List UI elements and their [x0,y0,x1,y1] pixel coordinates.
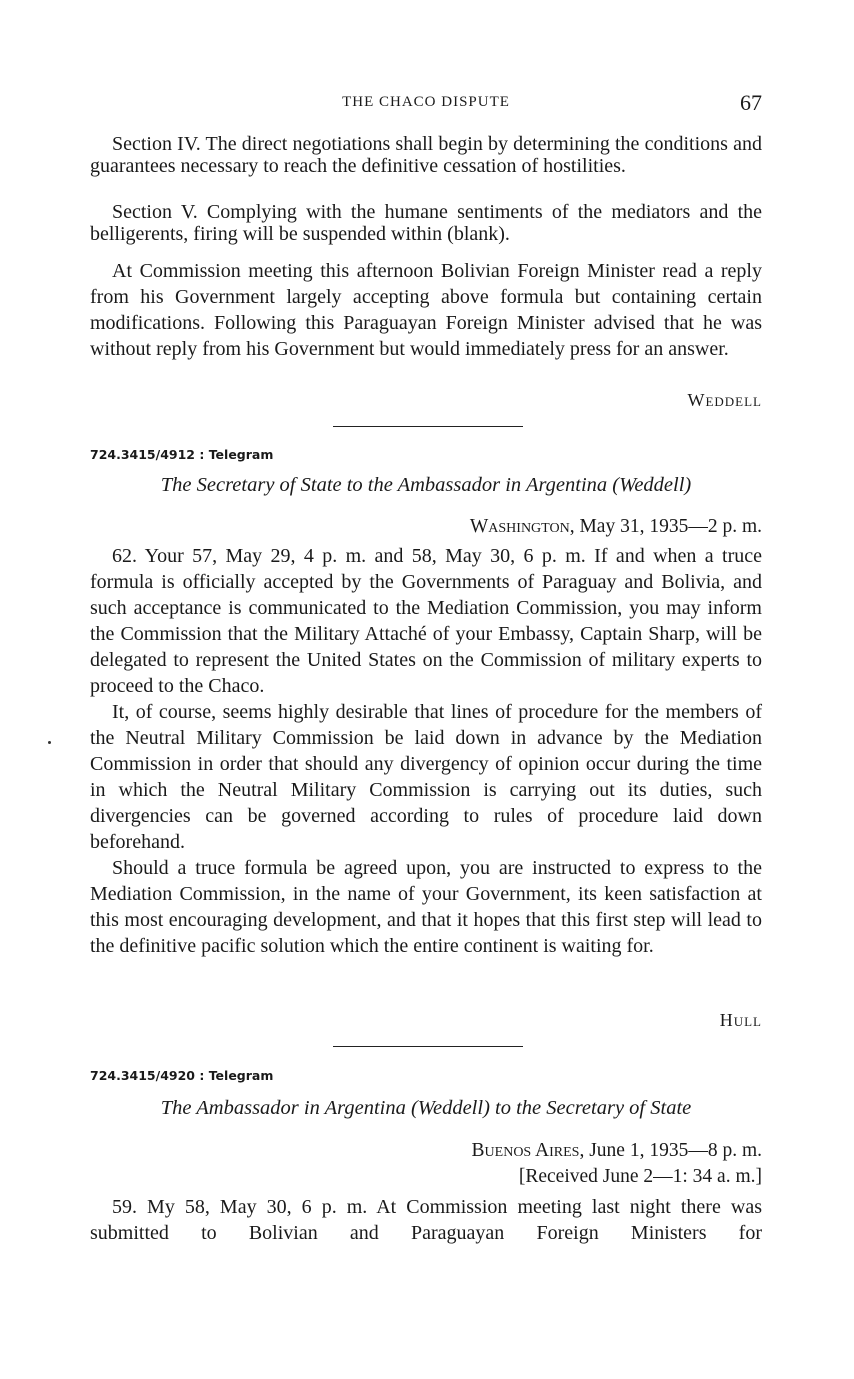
section-divider [333,426,523,427]
document-heading: The Secretary of State to the Ambassador in Argentina (Weddell) [160,474,692,496]
telegram-paragraph: 59. My 58, May 30, 6 p. m. At Commission meeting last night there was submitted to Bolivian and Paraguayan Foreign Ministers for [90,1196,762,1244]
dateline-place: Washington, [469,516,575,537]
file-number: 724.3415/4920 : Telegram [90,1068,274,1083]
commission-meeting-text: At Commission meeting this afternoon Bolivian Foreign Minister read a reply from his Government largely accepting above formula but containing certain modifications. Following this Paraguayan Foreign Minister advised that he was without reply from his Government but would immediately press for an answer. [90,260,762,360]
signature-hull: Hull [719,1010,762,1030]
telegram-paragraph: 62. Your 57, May 29, 4 p. m. and 58, May 30, 6 p. m. If and when a truce formula is officially accepted by the Governments of Paraguay and Bolivia, and such acceptance is communicated to the Mediation Commission, you may inform the Commission that the Military Attaché of your Embassy, Captain Sharp, will be delegated to represent the United States on the Commission of military experts to proceed to the Chaco. [90,545,762,697]
dateline [472,1138,762,1190]
dateline-date: May 31, 1935—2 p. m. [574,516,762,537]
section-divider [333,1046,523,1047]
telegram-62-body [90,543,762,959]
telegram-paragraph: Should a truce formula be agreed upon, you are instructed to express to the Mediation Commission, in the name of your Government, its keen satisfaction at this most encouraging development, and that it hopes that this first step will lead to the definitive pacific solution which the entire continent is waiting for. [90,857,762,957]
commission-meeting-paragraph [90,258,762,362]
document-heading: The Ambassador in Argentina (Weddell) to the Secretary of State [160,1097,692,1119]
signature-weddell: Weddell [687,390,762,410]
dateline [470,514,762,540]
section-iv-text: Section IV. The direct negotiations shall begin by determining the conditions and guarantees necessary to reach the definitive cessation of hostilities. [90,133,762,177]
running-title: THE CHACO DISPUTE [342,94,510,110]
section-iv-paragraph [90,133,762,177]
section-v-text: Section V. Complying with the humane sentiments of the mediators and the belligerents, firing will be suspended within (blank). [90,201,762,245]
received-note: [Received June 2—1: 34 a. m.] [518,1166,762,1187]
running-head [90,90,762,118]
telegram-59-body [90,1194,762,1246]
telegram-paragraph: It, of course, seems highly desirable that lines of procedure for the members of the Neutral Military Commission be laid down in advance by the Mediation Commission in order that should any divergency of opinion occur during the time in which the Neutral Military Commission is carrying out its duties, such divergencies can be governed according to rules of procedure laid down beforehand. [90,701,762,853]
print-speck [48,741,51,744]
dateline-date: June 1, 1935—8 p. m. [584,1140,762,1161]
file-number: 724.3415/4912 : Telegram [90,447,274,462]
page-number: 67 [740,90,762,115]
dateline-place: Buenos Aires, [471,1140,585,1161]
section-v-paragraph [90,201,762,245]
